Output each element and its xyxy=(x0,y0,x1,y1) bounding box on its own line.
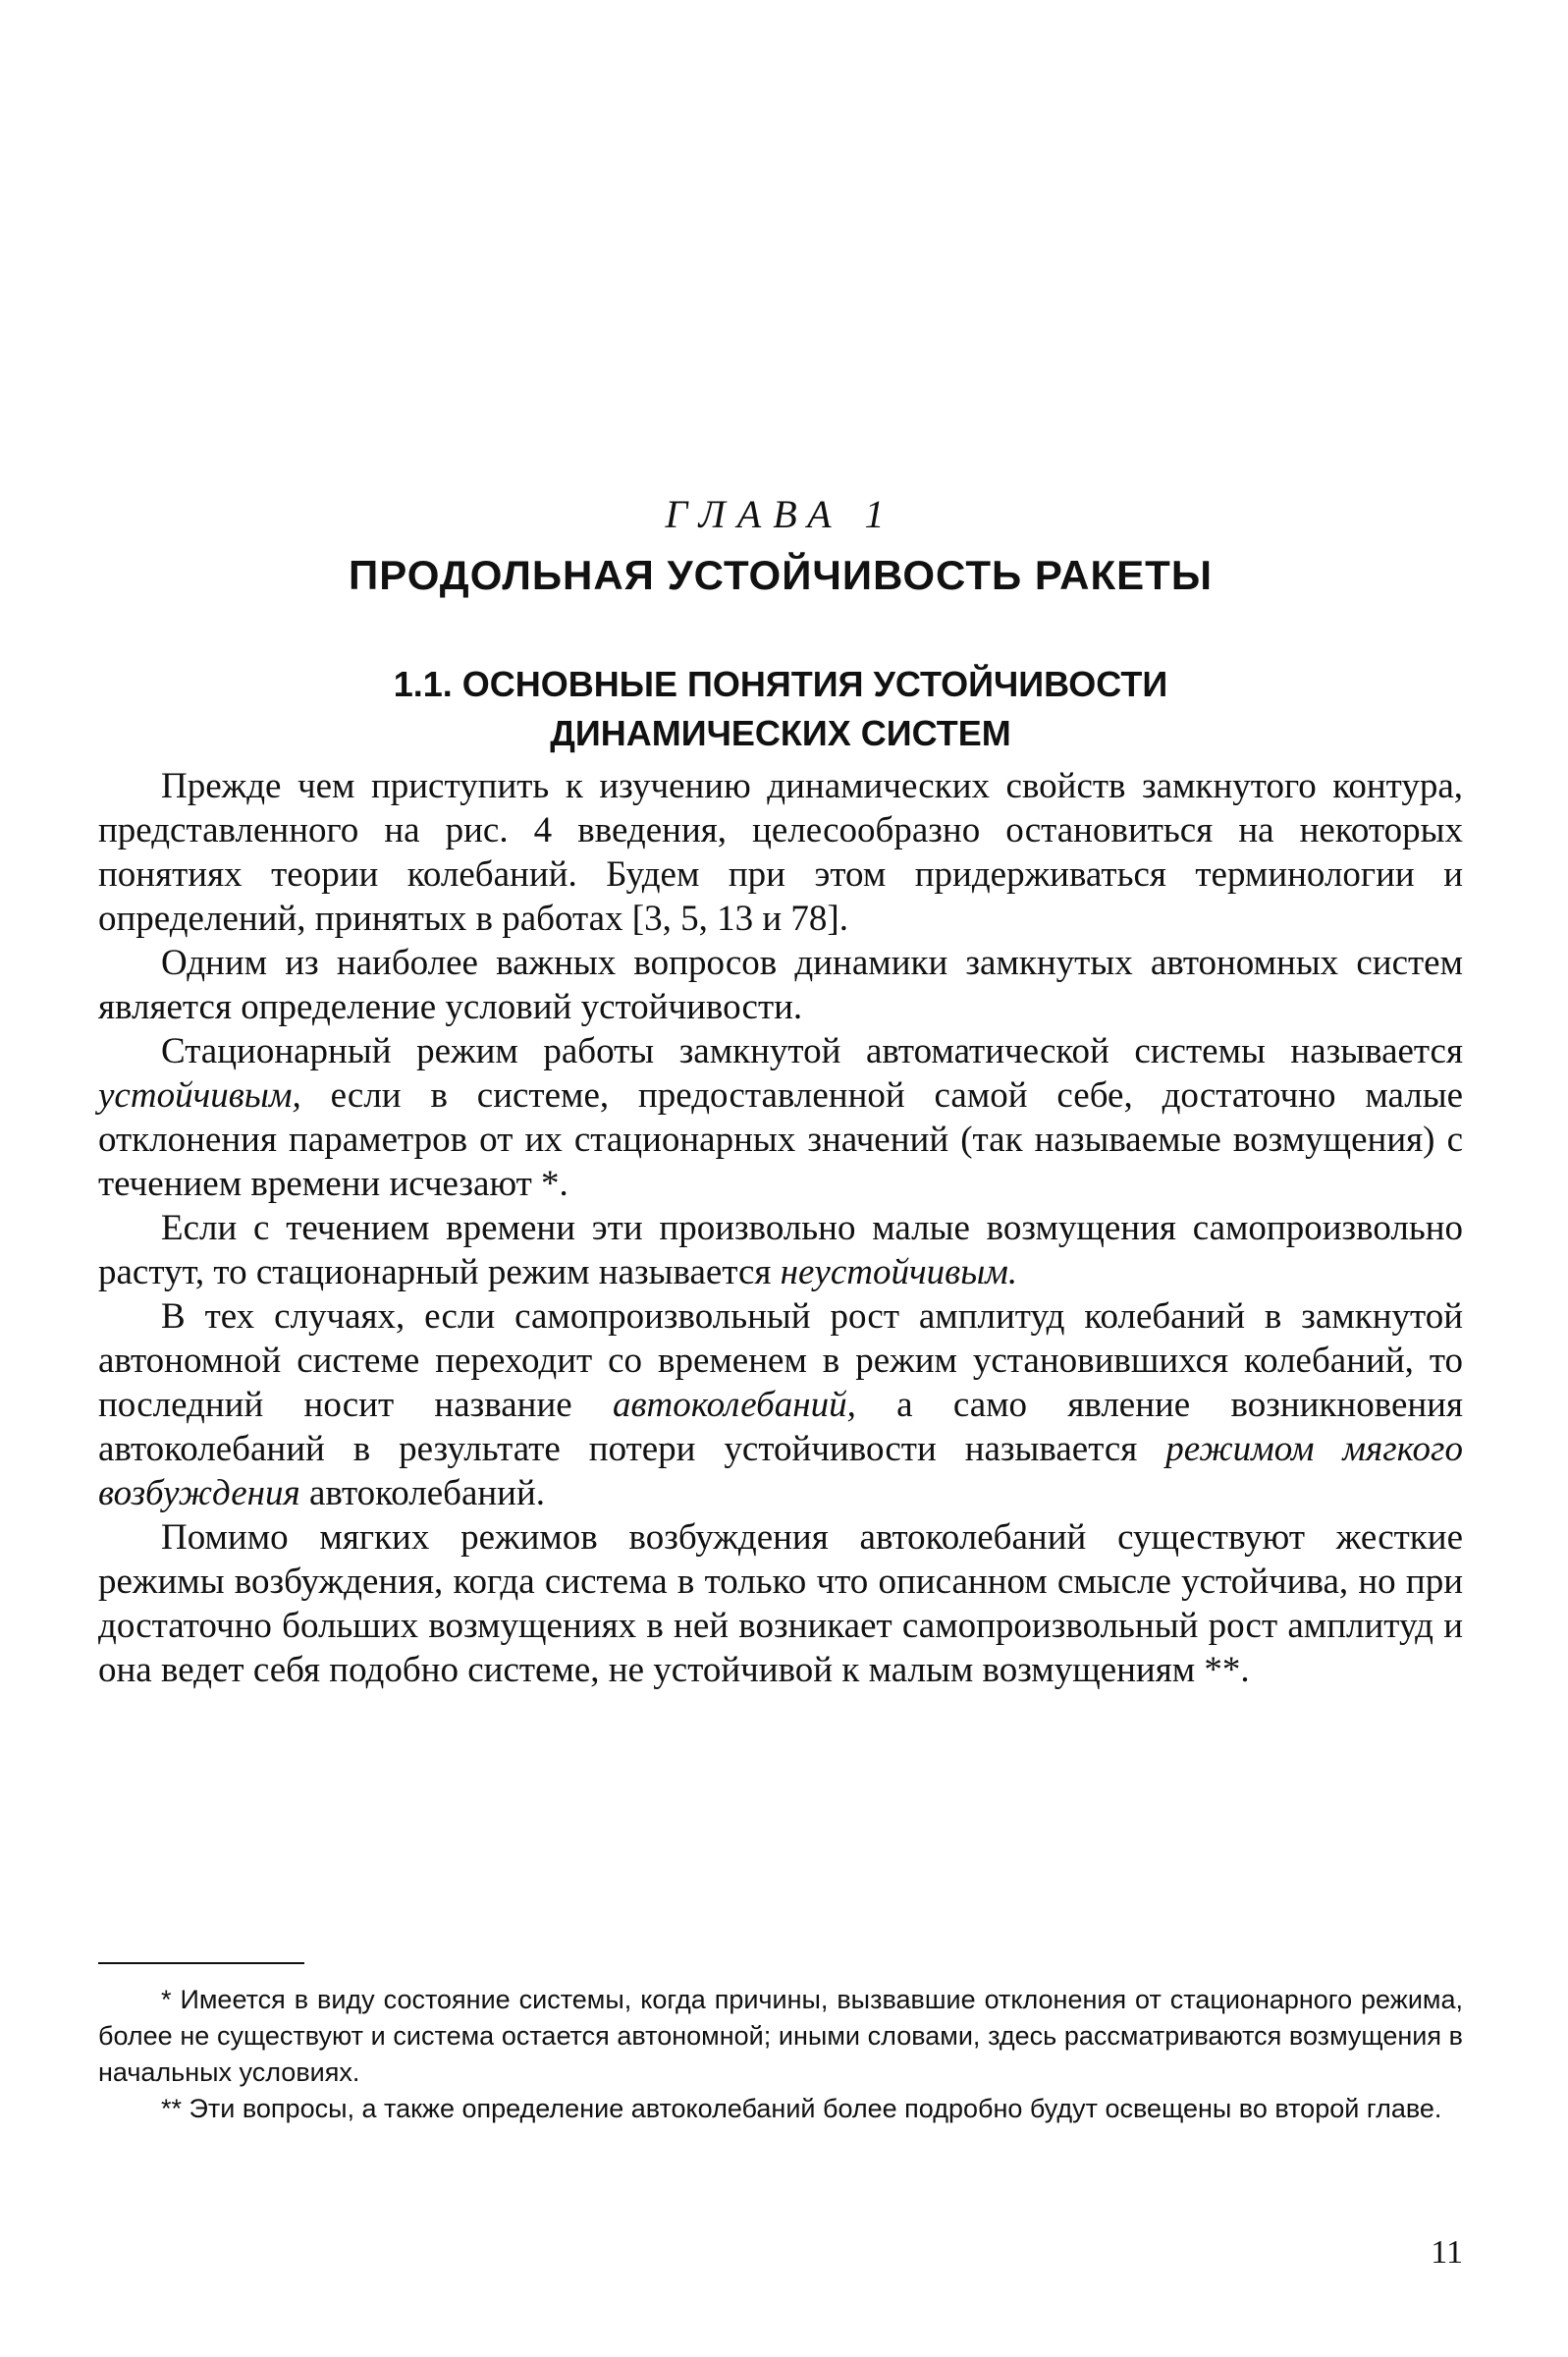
chapter-title: ПРОДОЛЬНАЯ УСТОЙЧИВОСТЬ РАКЕТЫ xyxy=(349,552,1213,598)
section-heading-line-2: ДИНАМИЧЕСКИХ СИСТЕМ xyxy=(550,713,1011,753)
paragraph-2: Одним из наиболее важных вопросов динамики замкнутых автономных систем является определение условий устойчивости. xyxy=(98,943,1463,1027)
book-page xyxy=(98,0,1463,2357)
paragraph-3-text-b: если в системе, предоставленной самой себе, достаточно малые отклонения параметров от их стационарных значений (так называемые возмущения) с течением времени исчезают *. xyxy=(98,1075,1463,1204)
footnote-divider xyxy=(98,1962,304,1964)
footnote-1: * Имеется в виду состояние системы, когда причины, вызвавшие отклонения от стационарного режима, более не существуют и система остается автономной; иными словами, здесь рассматриваются возмущения в начальных условиях. xyxy=(98,1985,1463,2087)
term-stable: устойчивым, xyxy=(98,1075,301,1116)
footnotes xyxy=(98,1982,1463,2127)
page-number: 11 xyxy=(1431,2234,1463,2271)
term-self-oscillations: автоколебаний, xyxy=(612,1385,856,1425)
paragraph-3 xyxy=(98,1029,1463,1206)
paragraph-6: Помимо мягких режимов возбуждения автоколебаний существуют жесткие режимы возбуждения, когда система в только что описанном смысле устойчива, но при достаточно больших возмущениях в ней возникает самопроизвольный рост амплитуд и она ведет себя подобно системе, не устойчивой к малым возмущениям **. xyxy=(98,1517,1463,1690)
paragraph-5-text-b: а само явление возникновения автоколебаний в результате потери устойчивости называется xyxy=(98,1385,1463,1469)
chapter-label: ГЛАВА 1 xyxy=(665,492,896,536)
section-heading-line-1: 1.1. ОСНОВНЫЕ ПОНЯТИЯ УСТОЙЧИВОСТИ xyxy=(393,664,1168,704)
paragraph-5 xyxy=(98,1294,1463,1515)
term-soft-excitation: режимом мягкого возбуждения xyxy=(98,1429,1463,1513)
paragraph-5-text-c: автоколебаний. xyxy=(299,1473,546,1513)
paragraph-3-text-a: Стационарный режим работы замкнутой автоматической системы называется xyxy=(161,1031,1463,1071)
paragraph-4 xyxy=(98,1206,1463,1294)
paragraph-5-text-a: В тех случаях, если самопроизвольный рост амплитуд колебаний в замкнутой автономной системе переходит со временем в режим установившихся колебаний, то последний носит название xyxy=(98,1296,1463,1425)
paragraph-1: Прежде чем приступить к изучению динамических свойств замкнутого контура, представленного на рис. 4 введения, целесообразно остановиться на некоторых понятиях теории колебаний. Будем при этом придерживаться терминологии и определений, принятых в работах [3, 5, 13 и 78]. xyxy=(98,766,1463,939)
paragraph-4-text-a: Если с течением времени эти произвольно малые возмущения самопроизвольно растут, то стационарный режим называется xyxy=(98,1208,1463,1292)
section-heading xyxy=(98,660,1463,758)
body-text xyxy=(98,764,1463,1692)
term-unstable: неустойчивым. xyxy=(780,1252,1018,1292)
footnote-2: ** Эти вопросы, а также определение автоколебаний более подробно будут освещены во второй главе. xyxy=(161,2094,1442,2123)
